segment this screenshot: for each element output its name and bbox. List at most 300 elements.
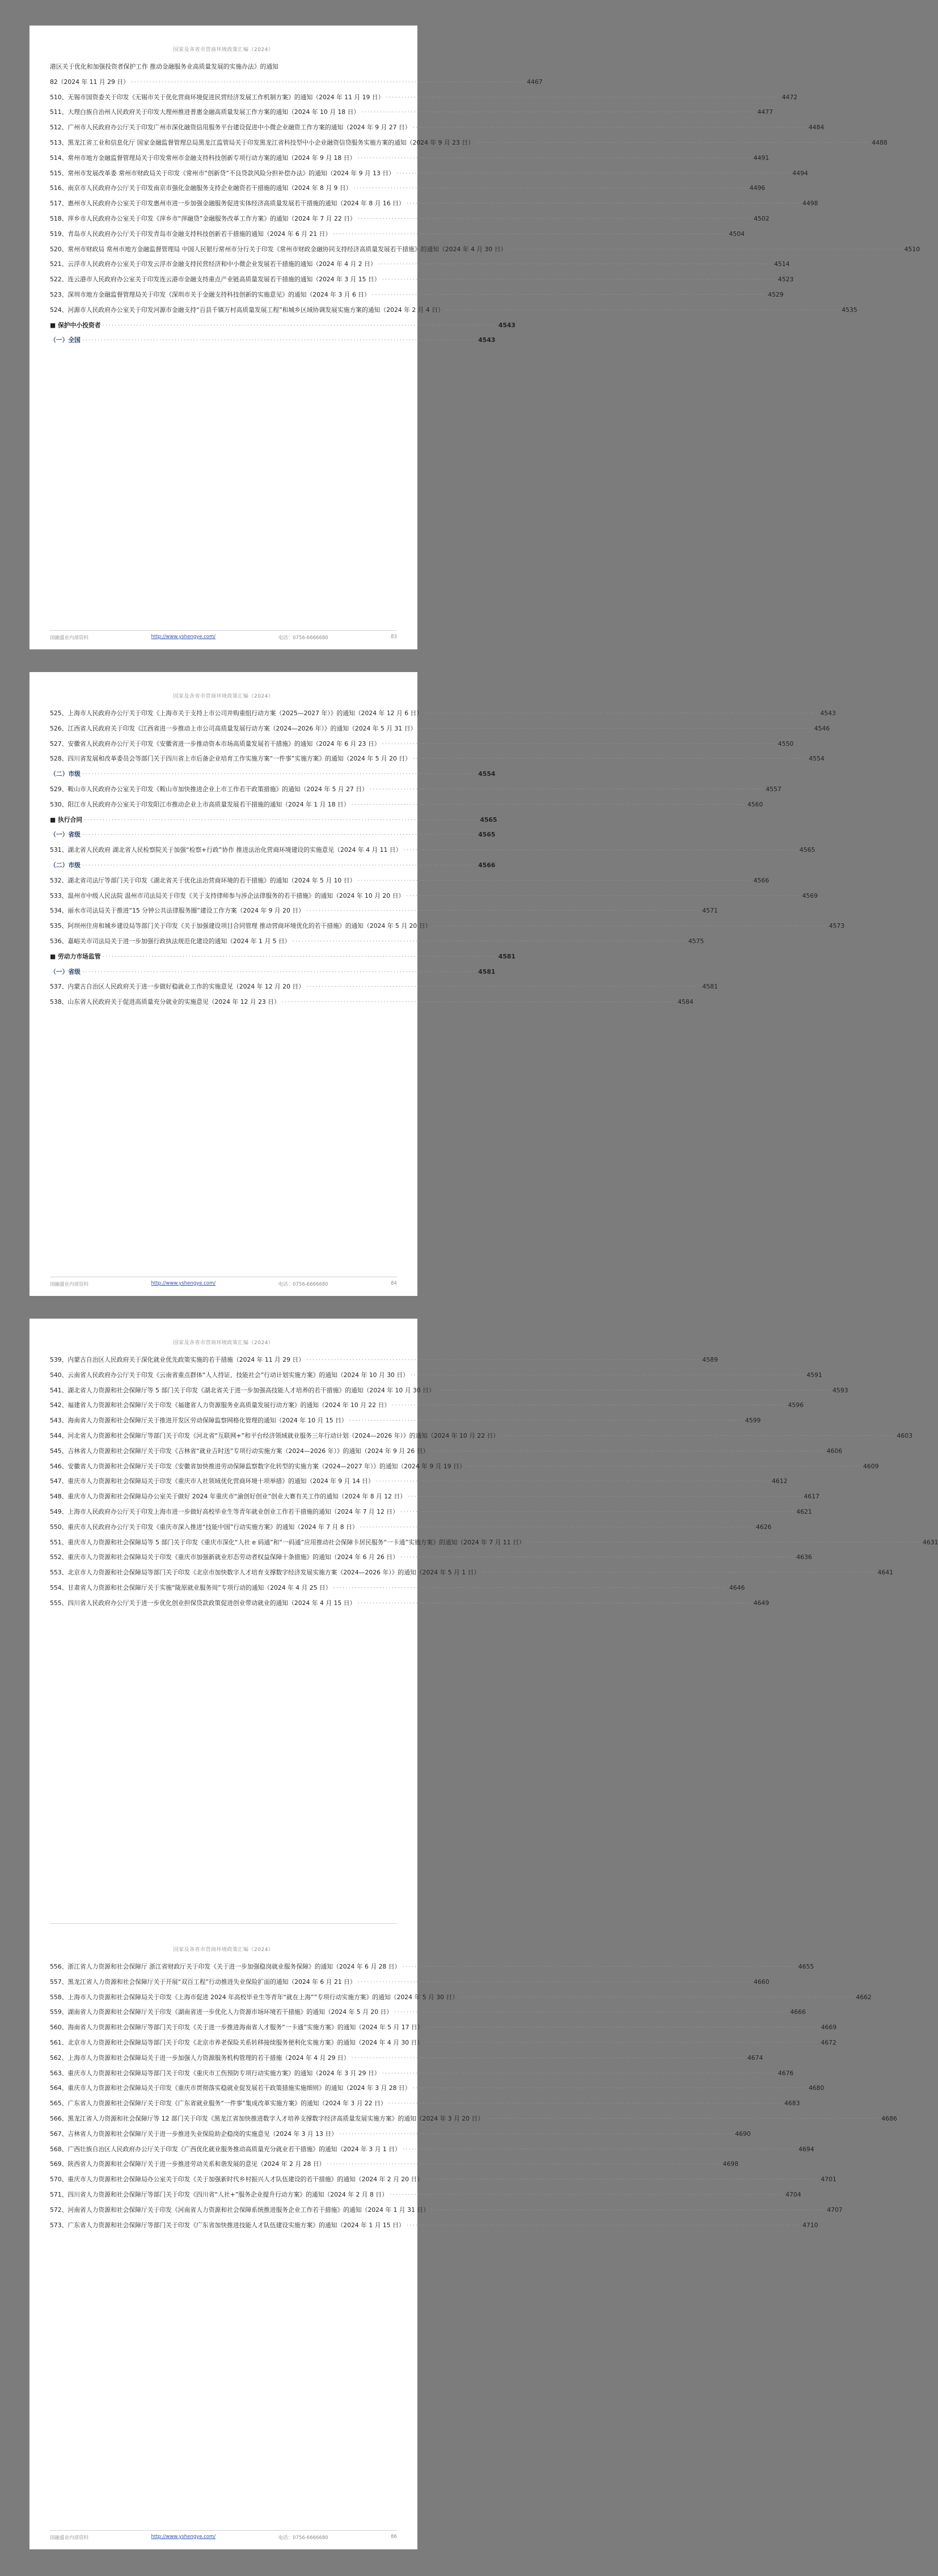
toc-entry-title: 565、广东省人力资源和社会保障厅关于印发《广东省就业服务“一件事”集成改革实施方案》的通知（2024 年 3 月 22 日）: [50, 2100, 387, 2108]
toc-page-number: 4554: [478, 770, 496, 778]
leader-dots: [390, 2188, 784, 2203]
toc-page-number: 4655: [798, 1963, 814, 1970]
toc-subsection-heading[interactable]: [50, 333, 496, 348]
toc-entry[interactable]: [50, 120, 825, 136]
toc-entry-title: 525、上海市人民政府办公厅关于印发《上海市关于支持上市公司并购重组行动方案（2025—2027 年）》的通知（2024 年 12 月 6 日）: [50, 710, 423, 717]
toc-entry[interactable]: [50, 1596, 770, 1611]
toc-entry[interactable]: [50, 166, 808, 181]
toc-entry-title: 82（2024 年 11 月 29 日）: [50, 78, 129, 86]
toc-entry[interactable]: [50, 889, 818, 904]
toc-entry[interactable]: [50, 2020, 837, 2036]
toc-entry-title: 539、内蒙古自治区人民政府关于深化就业优先政策实施的若干措施（2024 年 11 月 29 日）: [50, 1356, 305, 1363]
toc-entry-title: 523、深圳市地方金融监督管理局关于印发《深圳市关于金融支持科技创新的实施意见》的通知（2024 年 3 月 6 日）: [50, 290, 370, 298]
leader-dots: [433, 919, 827, 934]
toc-entry[interactable]: [50, 272, 794, 288]
toc-entry-title: 556、浙江省人力资源和社会保障厅 浙江省财政厅关于印发《关于进一步加强稳岗就业服务保障》的通知（2024 年 6 月 28 日）: [50, 1963, 401, 1970]
toc-entry[interactable]: [50, 196, 818, 212]
toc-entry-title: 569、陕西省人力资源和社会保障厅关于进一步推进劳动关系和谐发展的意见（2024 年 2 月 28 日）: [50, 2160, 326, 2168]
toc-page-number: 4488: [872, 138, 888, 146]
toc-entry[interactable]: [50, 751, 825, 767]
leader-dots: [388, 2096, 783, 2112]
toc-entry-title: 561、北京市人力资源和社会保障局等部门关于印发《北京市养老保险关系转移接续服务便利化实施方案》的通知（2024 年 4 月 30 日）: [50, 2038, 424, 2046]
toc-entry-title: 552、重庆市人力资源和社会保障局关于印发《重庆市加强新就业形态劳动者权益保障十条措施》的通知（2024 年 6 月 26 日）: [50, 1553, 399, 1561]
toc-page-number: 4575: [688, 937, 704, 945]
toc-entry[interactable]: [50, 721, 830, 737]
toc-entry[interactable]: [50, 288, 784, 303]
toc-entry-title: 517、惠州市人民政府办公室关于印发惠州市进一步加强金融服务促进实体经济高质量发展若干措施的通知（2024 年 8 月 16 日）: [50, 200, 405, 208]
toc-page-number: 4707: [827, 2206, 843, 2214]
toc-section-heading[interactable]: [50, 949, 516, 965]
page-number: 84: [391, 1281, 397, 1286]
toc-entry-title: （一）全国: [50, 336, 81, 344]
toc-entry-title: 563、重庆市人力资源和社会保障局等部门关于印发《重庆市工伤预防专项行动实施方案》的通知（2024 年 3 月 29 日）: [50, 2069, 381, 2077]
toc-entry-title: 541、湖北省人力资源和社会保障厅等 5 部门关于印发《湖北省关于进一步加强高技能人才培养的若干措施》的通知（2024 年 10 月 30 日）: [50, 1386, 435, 1394]
toc-entry-title: 511、大理白族自治州人民政府关于印发大理州推进普惠金融高质量发展工作方案的通知（2024 年 10 月 18 日）: [50, 108, 360, 116]
toc-entry-title: 538、山东省人民政府关于促进高质量充分就业的实施意见（2024 年 12 月 23 日）: [50, 998, 280, 1006]
toc-entry[interactable]: [50, 995, 694, 1010]
footer-phone: 电话：0756-6666680: [278, 635, 328, 641]
toc-page-number: 4680: [808, 2084, 825, 2092]
toc-page-number: 4546: [814, 724, 830, 732]
toc-page-number: 4581: [498, 952, 516, 960]
leader-dots: [527, 1535, 921, 1551]
toc-entry-title: 536、嘉峪关市司法局关于进一步加强行政执法规范化建设的通知（2024 年 1 月 5 日）: [50, 937, 291, 945]
toc-page-number: 4683: [784, 2100, 800, 2108]
toc-entry[interactable]: [50, 2157, 739, 2172]
toc-entry[interactable]: [50, 242, 920, 257]
toc-entry[interactable]: [50, 843, 816, 858]
toc-entry-title: ■ 保护中小投资者: [50, 321, 101, 329]
toc-entry-title: （二）市级: [50, 770, 81, 778]
toc-entry[interactable]: [50, 1520, 772, 1535]
leader-dots: [425, 2020, 819, 2036]
toc-entry[interactable]: [50, 2218, 818, 2233]
page-footer: [50, 1277, 397, 1287]
toc-page-number: 4477: [757, 108, 773, 116]
toc-entry[interactable]: [50, 979, 718, 995]
toc-page-number: 4603: [897, 1431, 912, 1439]
footer-website-link[interactable]: http://www.yshengye.com/: [151, 1281, 216, 1286]
leader-dots: [396, 166, 791, 181]
toc-entry-title: 560、海南省人力资源和社会保障厅等部门关于印发《关于进一步推进海南省人才服务“一卡通”实施方案》的通知（2024 年 5 月 17 日）: [50, 2024, 424, 2032]
toc-entry-title: （二）市级: [50, 861, 81, 869]
toc-page-number: 4649: [753, 1599, 770, 1607]
toc-entry-title: 568、广西壮族自治区人民政府办公厅关于印发《广西优化就业服务推动高质量充分就业若干措施》的通知（2024 年 3 月 1 日）: [50, 2145, 401, 2153]
leader-dots: [411, 1368, 805, 1383]
leader-dots: [357, 873, 751, 889]
toc-entry-title: 532、湖北省司法厅等部门关于印发《湖北省关于优化法治营商环境的若干措施》的通知（2024 年 5 月 10 日）: [50, 876, 356, 884]
leader-dots: [481, 1565, 876, 1581]
toc-page-number: 4669: [821, 2024, 837, 2032]
leader-dots: [418, 721, 812, 737]
leader-dots: [386, 90, 780, 105]
toc-entry-title: 528、四川省发展和改革委员会等部门关于四川省上市后备企业培育工作实施方案“一件事”实施方案》的通知（2024 年 5 月 20 日）: [50, 755, 411, 763]
toc-entry[interactable]: [50, 1975, 770, 1990]
toc-page-number: 4676: [778, 2069, 794, 2077]
toc-entry[interactable]: [50, 1459, 879, 1475]
toc-page-number: 4660: [754, 1978, 770, 1986]
leader-dots: [413, 120, 807, 136]
toc-entry[interactable]: [50, 1489, 819, 1505]
toc-entry[interactable]: [50, 303, 857, 318]
leader-dots: [82, 965, 476, 980]
toc-entry-title: 港区关于优化和加强投资者保护工作 推动金融服务业高质量发展的实施办法》的通知: [50, 63, 278, 70]
toc-entry-title: 534、丽水市司法局关于推进“15 分钟公共法律服务圈”建设工作方案（2024 年 9 月 20 日）: [50, 907, 305, 915]
toc-entry[interactable]: [50, 136, 888, 151]
toc-page-number: 4504: [729, 230, 745, 238]
toc-entry[interactable]: [50, 1550, 812, 1565]
toc-page-number: 4565: [799, 846, 816, 854]
toc-list: [50, 1353, 938, 1611]
page-header: 国家及各省市营商环境政策汇编（2024）: [173, 694, 274, 699]
toc-entry[interactable]: [50, 903, 718, 919]
toc-entry[interactable]: [50, 873, 770, 889]
toc-entry[interactable]: [50, 90, 798, 105]
toc-entry[interactable]: [50, 2188, 801, 2203]
toc-entry-title: 558、上海市人力资源和社会保障局关于印发《上海市促进 2024 年高校毕业生等青年“就在上海””专项行动实施方案》的通知（2024 年 5 月 30 日）: [50, 1993, 459, 2001]
toc-entry-title: 548、重庆市人力资源和社会保障局办公室关于做好 2024 年重庆市“渝创好创业”创业大赛有关工作的通知（2024 年 8 月 12 日）: [50, 1493, 407, 1501]
toc-entry-title: 555、四川省人民政府办公厅关于进一步优化创业担保贷款政策促进创业带动就业的通知（2024 年 4 月 15 日）: [50, 1599, 356, 1607]
leader-dots: [349, 1413, 743, 1429]
toc-entry[interactable]: [50, 2051, 763, 2066]
toc-page-number: 4557: [766, 785, 781, 793]
toc-subsection-heading[interactable]: [50, 827, 496, 843]
toc-entry[interactable]: [50, 2066, 794, 2081]
footer-left-text: 国融盛业内部资料: [50, 2535, 89, 2541]
toc-entry-title: 571、四川省人力资源和社会保障厅等部门关于印发《四川省“人社+”服务企业提升行动方案》的通知（2024 年 2 月 8 日）: [50, 2190, 388, 2198]
toc-page-number: 4674: [747, 2054, 763, 2062]
toc-page-number: 4641: [877, 1569, 893, 1577]
toc-page-number: 4543: [820, 710, 836, 717]
toc-page-number: 4606: [826, 1447, 843, 1455]
toc-page-number: 4535: [842, 306, 857, 314]
leader-dots: [394, 2005, 788, 2020]
toc-entry[interactable]: [50, 1353, 718, 1368]
leader-dots: [339, 2127, 733, 2142]
leader-dots: [327, 2157, 721, 2172]
toc-entry[interactable]: [50, 1429, 912, 1444]
toc-page-number: 4591: [806, 1371, 822, 1379]
toc-entry-title: 564、重庆市人力资源和社会保障局关于印发《重庆市贯彻落实稳就业促发展若干政策措施实施细则》的通知（2024 年 3 月 28 日）: [50, 2084, 411, 2092]
leader-dots: [403, 2142, 797, 2157]
toc-entry-title: 554、甘肃省人力资源和社会保障厅关于实施“陇原就业服务周”专项行动的通知（2024 年 4 月 25 日）: [50, 1583, 332, 1591]
toc-entry[interactable]: [50, 1990, 872, 2005]
leader-dots: [372, 288, 766, 303]
leader-dots: [403, 843, 797, 858]
toc-page-number: 4704: [785, 2190, 801, 2198]
leader-dots: [358, 212, 752, 227]
footer-left-text: 国融盛业内部资料: [50, 1282, 89, 1287]
toc-page-number: 4609: [863, 1462, 879, 1470]
toc-page-number: 4550: [778, 740, 794, 748]
toc-page-number: 4566: [478, 861, 496, 869]
toc-page-number: 4581: [478, 968, 496, 975]
toc-entry-title: 527、安徽省人民政府办公厅关于印发《安徽省进一步推动资本市场高质量发展若干措施》的通知（2024 年 6 月 23 日）: [50, 740, 381, 748]
leader-dots: [430, 1444, 825, 1459]
toc-page-number: 4581: [702, 983, 718, 991]
toc-page-number: 4701: [821, 2176, 836, 2184]
leader-dots: [82, 333, 476, 348]
toc-page-number: 4498: [802, 200, 818, 208]
leader-dots: [413, 751, 807, 767]
toc-entry[interactable]: [50, 706, 836, 721]
leader-dots: [402, 1960, 796, 1975]
toc-page-number: 4529: [768, 290, 784, 298]
toc-page-number: 4560: [747, 800, 763, 808]
toc-entry[interactable]: [50, 782, 781, 797]
toc-page-number: 4584: [678, 998, 694, 1006]
toc-page-number: 4589: [702, 1356, 718, 1363]
toc-page-number: 4636: [796, 1553, 812, 1561]
toc-page-number: 4666: [790, 2008, 806, 2016]
page-header: 国家及各省市营商环境政策汇编（2024）: [173, 1947, 274, 1953]
toc-entry[interactable]: [50, 1505, 812, 1520]
toc-entry[interactable]: [50, 2142, 814, 2157]
toc-entry-title: 515、常州市发展改革委 常州市财政局关于印发《常州市“创新贷”不良贷款风险分担补偿办法》的通知（2024 年 9 月 13 日）: [50, 169, 395, 177]
document-page: [29, 26, 920, 649]
document-page: [29, 1925, 897, 2549]
leader-dots: [357, 151, 751, 166]
leader-dots: [485, 2112, 880, 2127]
leader-dots: [361, 105, 755, 120]
leader-dots: [84, 813, 478, 828]
toc-page-number: 4626: [755, 1523, 772, 1531]
toc-entry[interactable]: [50, 934, 704, 949]
toc-page-number: 4484: [808, 124, 825, 132]
toc-page-number: 4710: [802, 2221, 818, 2229]
toc-page-number: 4494: [792, 169, 808, 177]
leader-dots: [424, 706, 818, 721]
toc-entry[interactable]: [50, 227, 745, 242]
toc-page-number: 4672: [821, 2038, 836, 2046]
leader-dots: [400, 1550, 795, 1565]
toc-entry[interactable]: [50, 257, 790, 272]
footer-phone: 电话：0756-6666680: [278, 2535, 328, 2541]
toc-page-number: 4646: [729, 1583, 745, 1591]
toc-subsection-heading[interactable]: [50, 965, 496, 980]
toc-entry[interactable]: [50, 151, 770, 166]
document-page: [29, 672, 845, 1296]
toc-entry-title: 518、萍乡市人民政府办公室关于印发《萍乡市“萍融贷”金融服务改革工作方案》的通知（2024 年 7 月 22 日）: [50, 214, 356, 222]
toc-entry[interactable]: [50, 1535, 938, 1551]
leader-dots: [306, 903, 700, 919]
leader-dots: [406, 889, 800, 904]
toc-entry-title: 531、湖北省人民政府 湖北省人民检察院关于加强“检察+行政”协作 推进法治化营商环境建设的实施意见（2024 年 4 月 11 日）: [50, 846, 402, 854]
leader-dots: [333, 227, 727, 242]
leader-dots: [400, 1505, 795, 1520]
leader-dots: [382, 272, 776, 288]
toc-page-number: 4662: [856, 1993, 872, 2001]
toc-entry[interactable]: [50, 797, 763, 813]
leader-dots: [360, 1520, 754, 1535]
toc-entry[interactable]: [50, 1398, 804, 1413]
toc-entry-title: 526、江西省人民政府关于印发《江西省进一步推动上市公司高质量发展行动方案（2024—2026 年）》的通知（2024 年 5 月 31 日）: [50, 724, 417, 732]
toc-entry-title: 530、阳江市人民政府办公室关于印发阳江市推动企业上市高质量发展若干措施的通知（2024 年 1 月 18 日）: [50, 800, 350, 808]
toc-entry[interactable]: [50, 2096, 800, 2112]
toc-page-number: 4565: [478, 831, 496, 839]
toc-entry[interactable]: [50, 75, 543, 90]
toc-page-number: 4467: [527, 78, 543, 86]
footer-phone: 电话：0756-6666680: [278, 1282, 328, 1287]
toc-entry-title: 572、河南省人力资源和社会保障厅关于印发《河南省人力资源和社会保障系统推进服务企业工作若干措施》的通知（2024 年 1 月 31 日）: [50, 2206, 429, 2214]
toc-page-number: 4543: [498, 321, 516, 329]
toc-entry[interactable]: [50, 2127, 751, 2142]
toc-section-heading[interactable]: [50, 813, 497, 828]
toc-entry-title: 547、重庆市人力资源和社会保障局关于印发《重庆市人社领域优化营商环境十项举措》的通知（2024 年 9 月 14 日）: [50, 1477, 374, 1485]
leader-dots: [407, 2218, 801, 2233]
toc-entry-title: 520、常州市财政局 常州市地方金融监督管理局 中国人民银行常州市分行关于印发《常州市财政金融协同支持经济高质量发展若干措施》的通知（2024 年 4 月 30 日）: [50, 245, 507, 253]
document-page: [29, 1319, 938, 1942]
leader-dots: [82, 767, 476, 782]
leader-dots: [292, 934, 686, 949]
toc-entry-title: 553、北京市人力资源和社会保障局等部门关于印发《北京市加快数字人才培育支撑数字经济发展实施方案（2024—2026 年）》的通知（2024 年 5 月 1 日）: [50, 1569, 480, 1577]
toc-entry[interactable]: [50, 919, 845, 934]
leader-dots: [407, 196, 801, 212]
toc-page-number: 4690: [735, 2130, 751, 2138]
toc-entry[interactable]: [50, 60, 397, 75]
leader-dots: [467, 1459, 861, 1475]
leader-dots: [82, 858, 476, 873]
toc-entry-title: ■ 执行合同: [50, 816, 83, 824]
toc-entry[interactable]: [50, 2203, 843, 2218]
toc-entry[interactable]: [50, 737, 794, 752]
leader-dots: [508, 242, 902, 257]
page-header: 国家及各省市营商环境政策汇编（2024）: [173, 1340, 274, 1346]
page-header: 国家及各省市营商环境政策汇编（2024）: [173, 47, 274, 53]
toc-subsection-heading[interactable]: [50, 767, 496, 782]
leader-dots: [333, 1581, 728, 1596]
toc-page-number: 4573: [829, 922, 845, 930]
toc-page-number: 4510: [904, 245, 920, 253]
toc-entry-title: 514、常州市地方金融监督管理局关于印发常州市金融支持科技创新专项行动方案的通知（2024 年 9 月 18 日）: [50, 154, 356, 162]
toc-entry-title: （一）省级: [50, 831, 81, 839]
toc-page-number: 4569: [802, 892, 818, 900]
leader-dots: [501, 1429, 895, 1444]
toc-entry[interactable]: [50, 1444, 843, 1459]
toc-entry[interactable]: [50, 2112, 897, 2127]
toc-section-heading[interactable]: [50, 318, 516, 333]
leader-dots: [408, 1489, 802, 1505]
toc-entry-title: 512、广州市人民政府办公厅关于印发广州市深化融资信用服务平台建设促进中小微企业融资工作方案的通知（2024 年 9 月 27 日）: [50, 124, 411, 132]
toc-entry-title: 562、上海市人力资源和社会保障局关于进一步加强人力资源服务机构管理的若干措施（2024 年 4 月 29 日）: [50, 2054, 350, 2062]
toc-entry-title: 510、无锡市国资委关于印发《无锡市关于优化营商环境促进民营经济发展工作机制方案》的通知（2024 年 11 月 19 日）: [50, 93, 385, 101]
toc-entry[interactable]: [50, 1413, 761, 1429]
toc-entry-title: 551、重庆市人力资源和社会保障局等 5 部门关于印发《重庆市深化“人社 e 码通”和“一码通”应用推动社会保障卡居民服务“一卡通”实施方案》的通知（2024 年 7 月 11 日）: [50, 1538, 525, 1546]
toc-entry-title: 524、河源市人民政府办公室关于印发河源市金融支持“百县千镇万村高质量发展工程”和城乡区域协调发展实施方案的通知（2024 年 2 月 4 日）: [50, 306, 444, 314]
toc-page-number: 4593: [833, 1386, 848, 1394]
leader-dots: [352, 797, 746, 813]
toc-entry-title: 550、重庆市人民政府办公厅关于印发《重庆市深入推进“技能中国”行动实施方案》的通知（2024 年 7 月 8 日）: [50, 1523, 358, 1531]
leader-dots: [378, 257, 772, 272]
toc-entry-title: 537、内蒙古自治区人民政府关于进一步做好稳就业工作的实施意见（2024 年 12 月 20 日）: [50, 983, 305, 991]
toc-entry-title: 516、南京市人民政府办公厅关于印发南京市强化金融服务支持企业融资若干措施的通知（2024 年 8 月 9 日）: [50, 184, 352, 192]
page-number: 83: [391, 634, 397, 640]
toc-entry-title: 522、连云港市人民政府办公室关于印发连云港市金融支持重点产业链高质量发展若干措施的通知（2024 年 3 月 15 日）: [50, 276, 381, 284]
toc-page-number: 4554: [809, 755, 825, 763]
leader-dots: [306, 1353, 700, 1368]
footer-website-link[interactable]: http://www.yshengye.com/: [151, 634, 216, 640]
leader-dots: [431, 2203, 825, 2218]
toc-entry-title: 533、温州市中级人民法院 温州市司法局关于印发《关于支持律师参与涉企法律服务的若干措施》的通知（2024 年 10 月 20 日）: [50, 892, 405, 900]
toc-page-number: 4631: [922, 1538, 938, 1546]
toc-entry[interactable]: [50, 1383, 848, 1399]
leader-dots: [382, 737, 776, 752]
leader-dots: [103, 318, 497, 333]
leader-dots: [282, 995, 676, 1010]
toc-entry[interactable]: [50, 212, 770, 227]
footer-left-text: 国融盛业内部资料: [50, 635, 89, 641]
toc-entry[interactable]: [50, 1565, 893, 1581]
toc-entry[interactable]: [50, 2005, 806, 2020]
toc-entry[interactable]: [50, 2172, 836, 2188]
toc-entry-title: 567、吉林省人力资源和社会保障厅关于进一步推进失业保险助企稳岗的实施意见（2024 年 3 月 13 日）: [50, 2130, 337, 2138]
toc-page-number: 4612: [772, 1477, 788, 1485]
toc-entry-title: 521、云浮市人民政府办公室关于印发云浮市金融支持民营经济和中小微企业发展若干措施的通知（2024 年 4 月 2 日）: [50, 260, 377, 268]
leader-dots: [437, 1383, 831, 1399]
toc-list: [50, 706, 845, 1010]
toc-entry[interactable]: [50, 2036, 836, 2051]
toc-entry[interactable]: [50, 105, 773, 120]
toc-entry-title: 557、黑龙江省人力资源和社会保障厅关于开展“双百工程”行动推进失业保险扩面的通知（2024 年 6 月 21 日）: [50, 1978, 356, 1986]
toc-list: [50, 1960, 897, 2233]
leader-dots: [357, 1596, 751, 1611]
toc-page-number: 4565: [480, 816, 497, 824]
toc-entry-title: 543、海南省人力资源和社会保障厅关于推进开发区劳动保障监察网格化管理的通知（2024 年 10 月 15 日）: [50, 1417, 348, 1425]
toc-list: [50, 60, 920, 348]
toc-entry-title: 549、上海市人民政府办公厅关于印发上海市进一步做好高校毕业生等青年就业创业工作若干措施的通知（2024 年 7 月 12 日）: [50, 1507, 399, 1515]
toc-page-number: 4472: [781, 93, 798, 101]
toc-entry[interactable]: [50, 1474, 788, 1489]
toc-entry-title: ■ 劳动力市场监管: [50, 952, 101, 960]
leader-dots: [306, 979, 700, 995]
toc-entry-title: 546、安徽省人力资源和社会保障厅关于印发《安徽省加快推进劳动保障监察数字化转型的实施方案（2024—2027 年）》的通知（2024 年 9 月 19 日）: [50, 1462, 466, 1470]
toc-entry-title: （一）省级: [50, 968, 81, 975]
toc-entry[interactable]: [50, 1581, 745, 1596]
toc-entry-title: 513、黑龙江省工业和信息化厅 国家金融监督管理总局黑龙江监管局关于印发黑龙江省科技型中小企业融资信贷服务实施方案的通知（2024 年 9 月 23 日）: [50, 138, 474, 146]
toc-entry[interactable]: [50, 2081, 825, 2096]
toc-entry[interactable]: [50, 181, 766, 196]
leader-dots: [370, 782, 764, 797]
toc-entry-title: 519、青岛市人民政府办公厅关于印发青岛市金融支持科技创新若干措施的通知（2024 年 6 月 21 日）: [50, 230, 332, 238]
toc-entry-title: 573、广东省人力资源和社会保障厅等部门关于印发《广东省加快推进技能人才队伍建设实施方案》的通知（2024 年 1 月 15 日）: [50, 2221, 405, 2229]
toc-page-number: 4596: [788, 1401, 804, 1409]
toc-page-number: 4617: [804, 1493, 819, 1501]
toc-page-number: 4698: [722, 2160, 739, 2168]
toc-page-number: 4694: [798, 2145, 814, 2153]
toc-page-number: 4502: [754, 214, 770, 222]
toc-page-number: 4571: [702, 907, 718, 915]
toc-entry-title: 544、河北省人力资源和社会保障厅等部门关于印发《河北省“互联网+”和平台经济领域就业服务三年行动计划（2024—2026 年）》的通知（2024 年 10 月 22 日）: [50, 1431, 500, 1439]
leader-dots: [82, 827, 476, 843]
toc-entry[interactable]: [50, 1368, 822, 1383]
toc-entry-title: 535、阿坝州住房和城乡建设局等部门关于印发《关于加强建设项目合同管理 推动营商环境优化的若干措施》的通知（2024 年 5 月 20 日）: [50, 922, 432, 930]
leader-dots: [382, 2066, 776, 2081]
page-footer: [50, 2530, 397, 2541]
leader-dots: [413, 2081, 807, 2096]
leader-dots: [446, 303, 840, 318]
leader-dots: [353, 181, 747, 196]
leader-dots: [352, 2051, 746, 2066]
toc-page-number: 4496: [749, 184, 766, 192]
toc-subsection-heading[interactable]: [50, 858, 496, 873]
toc-entry-title: 542、福建省人力资源和社会保障厅关于印发《福建省人力资源服务业高质量发展行动方案》的通知（2024 年 10 月 22 日）: [50, 1401, 391, 1409]
toc-entry[interactable]: [50, 1960, 814, 1975]
footer-website-link[interactable]: http://www.yshengye.com/: [151, 2534, 216, 2540]
toc-page-number: 4599: [745, 1417, 761, 1425]
toc-page-number: 4686: [881, 2114, 897, 2122]
toc-entry-title: 566、黑龙江省人力资源和社会保障厅等 12 部门关于印发《黑龙江省加快推进数字人才培养支撑数字经济高质量发展实施方案》的通知（2024 年 3 月 20 日）: [50, 2114, 484, 2122]
leader-dots: [392, 1398, 786, 1413]
